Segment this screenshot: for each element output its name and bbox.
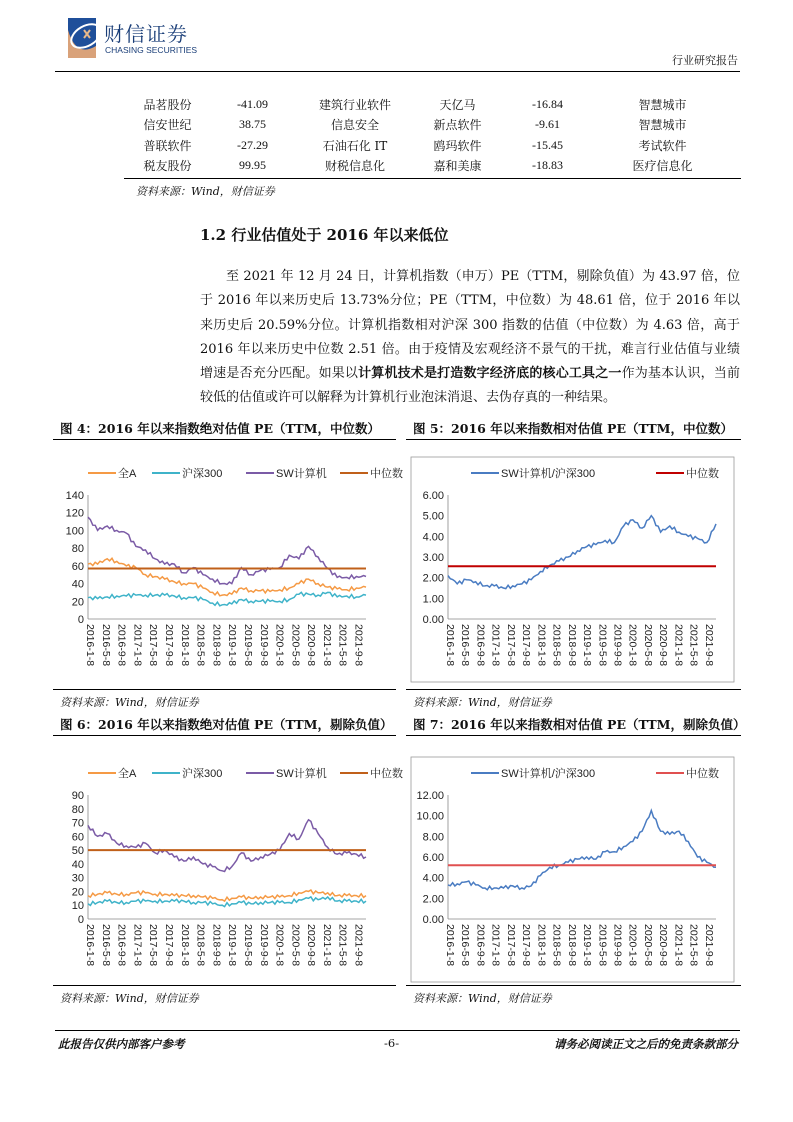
- x-tick-label: 2016-1-8: [444, 624, 456, 667]
- footer-left: 此报告仅供内部客户参考: [58, 1037, 185, 1051]
- x-tick-label: 2021-9-8: [352, 624, 365, 667]
- x-tick-label: 2016-9-8: [474, 624, 487, 667]
- figure-divider: [406, 439, 741, 440]
- legend-label: SW计算机/沪深300: [501, 468, 596, 480]
- figure-6-source: 资料来源：Wind，财信证券: [60, 992, 199, 1005]
- figure-4-title: 图 4：2016 年以来指数绝对估值 PE（TTM，中位数）: [60, 421, 380, 436]
- chart-fig6: [53, 745, 403, 985]
- figure-4-source: 资料来源：Wind，财信证券: [60, 696, 199, 709]
- table-cell: 信息安全: [330, 118, 379, 133]
- para-text-end: 作为基本认识，当前较低的估值或许可以解释为计算机行业泡沫消退、去伪存真的一种结果。: [200, 366, 740, 406]
- table-cell: -9.61: [535, 117, 560, 132]
- x-tick-label: 2019-1-8: [581, 924, 594, 967]
- y-tick-label: 2.00: [422, 893, 444, 906]
- y-tick-label: 20: [71, 596, 84, 609]
- x-tick-label: 2020-5-8: [641, 624, 654, 667]
- figure-divider: [53, 735, 396, 736]
- x-tick-label: 2018-5-8: [194, 924, 207, 967]
- table-row: [120, 156, 725, 177]
- y-tick-label: 4.00: [422, 531, 444, 544]
- y-tick-label: 40: [71, 858, 84, 871]
- table-cell: 普联软件: [143, 138, 192, 153]
- x-tick-label: 2019-9-8: [611, 624, 624, 667]
- table-cell: 鸥玛软件: [433, 138, 482, 153]
- x-tick-label: 2020-9-8: [305, 924, 318, 967]
- figure-5-title: 图 5：2016 年以来指数相对估值 PE（TTM，中位数）: [413, 421, 733, 436]
- x-tick-label: 2021-9-8: [702, 924, 715, 967]
- header-divider: [55, 71, 740, 72]
- x-tick-label: 2017-5-8: [147, 624, 160, 667]
- x-tick-label: 2017-1-8: [131, 924, 144, 967]
- x-tick-label: 2017-5-8: [504, 624, 517, 667]
- x-tick-label: 2021-5-8: [687, 624, 700, 667]
- table-cell: 税友股份: [143, 159, 192, 174]
- stock-table: [120, 94, 725, 176]
- table-cell: 医疗信息化: [632, 159, 693, 174]
- x-tick-label: 2019-9-8: [611, 924, 624, 967]
- x-tick-label: 2016-9-8: [115, 924, 128, 967]
- x-tick-label: 2018-5-8: [550, 924, 563, 967]
- x-tick-label: 2019-5-8: [241, 924, 254, 967]
- x-tick-label: 2021-1-8: [672, 624, 685, 667]
- y-tick-label: 6.00: [422, 490, 444, 502]
- figure-6-title: 图 6：2016 年以来指数绝对估值 PE（TTM，剔除负值）: [60, 717, 393, 732]
- x-tick-label: 2016-9-8: [474, 924, 487, 967]
- table-row: [120, 94, 725, 115]
- chart-fig7: [406, 745, 741, 985]
- y-tick-label: 30: [71, 872, 84, 885]
- table-cell: 99.95: [239, 158, 266, 173]
- x-tick-label: 2020-1-8: [273, 924, 286, 967]
- x-tick-label: 2019-5-8: [596, 924, 609, 967]
- table-cell: 石油石化 IT: [322, 138, 388, 153]
- x-tick-label: 2017-9-8: [162, 924, 175, 967]
- table-cell: -18.83: [532, 158, 563, 173]
- legend-label: 中位数: [686, 468, 719, 480]
- legend-label: SW计算机: [276, 468, 327, 480]
- legend-label: 全A: [118, 468, 137, 480]
- section-paragraph: [200, 265, 740, 411]
- figure-divider: [406, 689, 741, 690]
- figure-divider: [53, 439, 396, 440]
- para-bold-text: 计算机技术是打造数字经济底的核心工具之一: [358, 366, 622, 382]
- logo-cn: 财信证券: [104, 22, 188, 46]
- x-tick-label: 2016-5-8: [459, 924, 472, 967]
- x-tick-label: 2017-9-8: [520, 924, 533, 967]
- x-tick-label: 2020-9-8: [657, 624, 670, 667]
- x-tick-label: 2019-5-8: [241, 624, 254, 667]
- y-tick-label: 80: [71, 803, 84, 816]
- x-tick-label: 2018-5-8: [550, 624, 563, 667]
- logo-icon: [68, 18, 96, 58]
- y-tick-label: 90: [71, 790, 84, 802]
- x-tick-label: 2017-9-8: [520, 624, 533, 667]
- table-cell: 天亿马: [439, 97, 476, 112]
- series-line-SW计算机: [88, 820, 366, 872]
- y-tick-label: 0.00: [422, 614, 444, 626]
- table-cell: 品茗股份: [143, 97, 192, 112]
- y-tick-label: 12.00: [416, 790, 444, 802]
- y-tick-label: 50: [71, 845, 84, 858]
- series-line-全A: [88, 890, 366, 901]
- x-tick-label: 2016-5-8: [99, 624, 112, 667]
- x-tick-label: 2021-9-8: [352, 924, 365, 967]
- x-tick-label: 2021-1-8: [320, 924, 333, 967]
- table-source: 资料来源：Wind，财信证券: [136, 185, 275, 198]
- x-tick-label: 2017-1-8: [489, 624, 502, 667]
- figure-divider: [406, 985, 741, 986]
- table-cell: 38.75: [239, 117, 266, 132]
- x-tick-label: 2020-1-8: [273, 624, 286, 667]
- table-cell: 嘉和美康: [433, 159, 482, 174]
- x-tick-label: 2019-9-8: [257, 624, 270, 667]
- y-tick-label: 60: [71, 560, 84, 573]
- x-tick-label: 2020-1-8: [626, 924, 639, 967]
- para-text: 至 2021 年 12 月 24 日，计算机指数（申万）PE（TTM，剔除负值）为 43.97 倍，位于 2016 年以来历史后 13.73%分位；PE（TTM，中位数）为 48.61 倍，位于 2016 年以来历史后 20.59%分位。计算机指数相对沪深 300 指数的估值（中位数）为 4.63 倍，高于 2016 年以来历史中位数 2.51 倍。由于疫情及宏观经济不景气的干扰，难言行业估值与业绩增速是否充分匹配。如果以: [200, 269, 740, 382]
- y-tick-label: 0: [77, 914, 84, 926]
- series-line-SW计算机: [88, 517, 366, 584]
- table-cell: -27.29: [237, 137, 268, 152]
- company-logo: [68, 18, 218, 60]
- chart-fig5: [406, 445, 741, 685]
- legend-label: SW计算机/沪深300: [501, 768, 596, 780]
- section-heading: 1.2 行业估值处于 2016 年以来低位: [200, 226, 449, 244]
- table-cell: -41.09: [237, 96, 268, 111]
- x-tick-label: 2020-5-8: [641, 924, 654, 967]
- legend-label: 沪深300: [182, 468, 223, 480]
- x-tick-label: 2021-5-8: [336, 624, 349, 667]
- x-tick-label: 2020-5-8: [289, 624, 302, 667]
- table-cell: 建筑行业软件: [318, 97, 391, 112]
- table-row: [120, 115, 725, 136]
- x-tick-label: 2018-9-8: [565, 924, 578, 967]
- table-row: [120, 135, 725, 156]
- footer-right: 请务必阅读正文之后的免责条款部分: [554, 1037, 738, 1051]
- table-cell: 信安世纪: [143, 118, 192, 133]
- figure-divider: [53, 689, 396, 690]
- y-tick-label: 10.00: [416, 810, 444, 823]
- x-tick-label: 2021-5-8: [687, 924, 700, 967]
- x-tick-label: 2016-5-8: [459, 624, 472, 667]
- y-tick-label: 10: [71, 900, 84, 913]
- x-tick-label: 2016-1-8: [444, 924, 456, 967]
- legend-label: 全A: [118, 768, 137, 780]
- table-cell: -15.45: [532, 137, 563, 152]
- x-tick-label: 2017-5-8: [147, 924, 160, 967]
- y-tick-label: 20: [71, 886, 84, 899]
- figure-7-source: 资料来源：Wind，财信证券: [413, 992, 552, 1005]
- y-tick-label: 140: [65, 490, 84, 502]
- x-tick-label: 2020-9-8: [657, 924, 670, 967]
- table-cell: -16.84: [532, 96, 563, 111]
- logo-en: CHASING SECURITIES: [105, 45, 198, 55]
- y-tick-label: 0: [77, 614, 84, 626]
- figure-5-source: 资料来源：Wind，财信证券: [413, 696, 552, 709]
- x-tick-label: 2017-9-8: [162, 624, 175, 667]
- x-tick-label: 2020-5-8: [289, 924, 302, 967]
- y-tick-label: 1.00: [422, 593, 444, 606]
- x-tick-label: 2017-1-8: [131, 624, 144, 667]
- y-tick-label: 6.00: [422, 852, 444, 864]
- figure-7-title: 图 7：2016 年以来指数相对估值 PE（TTM，剔除负值）: [413, 717, 746, 732]
- legend-label: 中位数: [370, 768, 403, 780]
- table-divider: [124, 178, 741, 179]
- x-tick-label: 2017-5-8: [504, 924, 517, 967]
- series-line-SW计算机/沪深300: [448, 516, 716, 589]
- footer-divider: [55, 1030, 740, 1031]
- x-tick-label: 2017-1-8: [489, 924, 502, 967]
- x-tick-label: 2019-9-8: [257, 924, 270, 967]
- x-tick-label: 2018-1-8: [178, 624, 191, 667]
- x-tick-label: 2019-1-8: [581, 624, 594, 667]
- x-tick-label: 2021-9-8: [702, 624, 715, 667]
- y-tick-label: 40: [71, 578, 84, 591]
- y-tick-label: 2.00: [422, 572, 444, 585]
- x-tick-label: 2018-9-8: [210, 924, 223, 967]
- x-tick-label: 2018-5-8: [194, 624, 207, 667]
- y-tick-label: 70: [71, 817, 84, 830]
- x-tick-label: 2019-5-8: [596, 624, 609, 667]
- legend-label: 沪深300: [182, 768, 223, 780]
- x-tick-label: 2018-9-8: [210, 624, 223, 667]
- y-tick-label: 8.00: [422, 831, 444, 844]
- legend-label: 中位数: [686, 768, 719, 780]
- table-cell: 新点软件: [433, 118, 482, 133]
- x-tick-label: 2020-1-8: [626, 624, 639, 667]
- y-tick-label: 5.00: [422, 510, 444, 523]
- x-tick-label: 2021-1-8: [672, 924, 685, 967]
- x-tick-label: 2018-1-8: [178, 924, 191, 967]
- y-tick-label: 120: [65, 507, 84, 520]
- chart-fig4: [53, 445, 403, 685]
- x-tick-label: 2016-9-8: [115, 624, 128, 667]
- y-tick-label: 4.00: [422, 872, 444, 885]
- series-line-SW计算机/沪深300: [448, 811, 716, 890]
- x-tick-label: 2016-1-8: [84, 924, 96, 967]
- table-cell: 考试软件: [638, 138, 687, 153]
- series-line-沪深300: [88, 592, 366, 606]
- table-cell: 财税信息化: [324, 159, 385, 174]
- y-tick-label: 3.00: [422, 552, 444, 564]
- page-number: -6-: [384, 1036, 400, 1050]
- y-tick-label: 60: [71, 831, 84, 844]
- report-type: 行业研究报告: [672, 54, 738, 67]
- x-tick-label: 2021-5-8: [336, 924, 349, 967]
- x-tick-label: 2018-1-8: [535, 624, 548, 667]
- x-tick-label: 2016-1-8: [84, 624, 96, 667]
- y-tick-label: 0.00: [422, 914, 444, 926]
- legend-label: 中位数: [370, 468, 403, 480]
- x-tick-label: 2019-1-8: [226, 624, 239, 667]
- x-tick-label: 2021-1-8: [320, 624, 333, 667]
- x-tick-label: 2016-5-8: [99, 924, 112, 967]
- x-tick-label: 2020-9-8: [305, 624, 318, 667]
- table-cell: 智慧城市: [638, 118, 687, 133]
- x-tick-label: 2018-1-8: [535, 924, 548, 967]
- figure-divider: [53, 985, 396, 986]
- y-tick-label: 100: [65, 525, 84, 538]
- x-tick-label: 2018-9-8: [565, 624, 578, 667]
- x-tick-label: 2019-1-8: [226, 924, 239, 967]
- y-tick-label: 80: [71, 543, 84, 556]
- figure-divider: [406, 735, 741, 736]
- table-cell: 智慧城市: [638, 97, 687, 112]
- legend-label: SW计算机: [276, 768, 327, 780]
